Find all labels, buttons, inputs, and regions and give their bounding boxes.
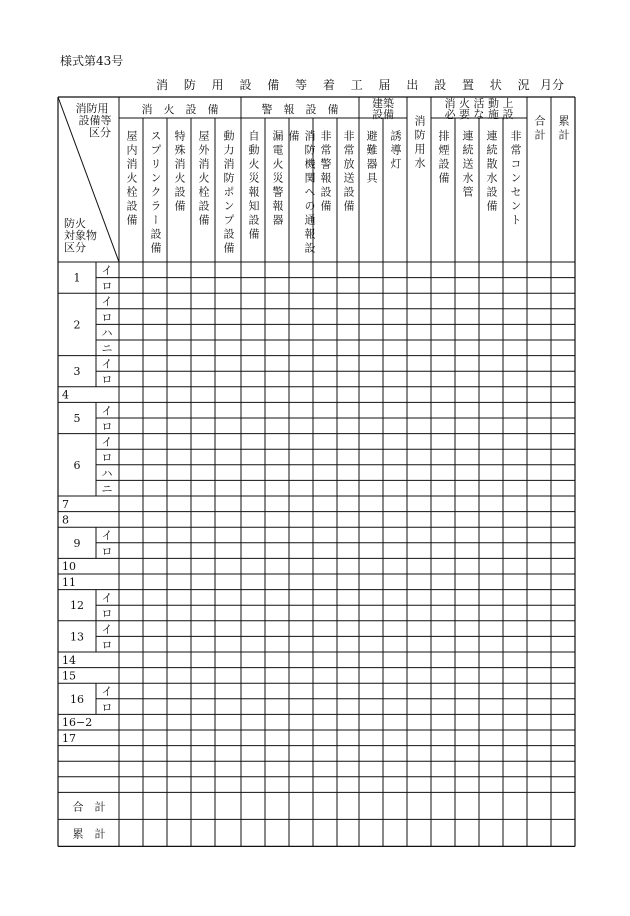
- group-label-building-1: 建築: [372, 97, 394, 110]
- column-header-14: 排煙設備: [437, 130, 450, 186]
- column-header-11: 避難器具: [365, 130, 378, 186]
- column-header-6: 自動火災報知設備: [247, 130, 260, 242]
- column-header-8: 消防機関への通報設備: [287, 130, 316, 256]
- sub-category-label: イ: [101, 404, 113, 418]
- form-number: 様式第43号: [60, 54, 124, 68]
- group-label-firefighting-1: 消 火 活 動 上: [444, 97, 514, 110]
- corner-top-label-1: 消防用: [75, 102, 109, 115]
- category-number: 16−2: [62, 716, 93, 730]
- column-header-5: 動力消防ポンプ設備: [222, 130, 235, 256]
- sub-category-label: イ: [101, 295, 113, 309]
- sub-category-label: ハ: [101, 466, 113, 480]
- category-number: 4: [62, 388, 69, 402]
- column-header-18: 合計: [533, 115, 546, 143]
- column-header-2: スプリンクラー設備: [149, 130, 162, 256]
- category-number: 8: [62, 513, 69, 527]
- sub-category-label: ロ: [101, 638, 113, 652]
- sub-category-label: ロ: [101, 451, 113, 465]
- sub-category-label: イ: [101, 591, 113, 605]
- column-header-16: 連続散水設備: [485, 130, 498, 214]
- sub-category-label: ロ: [101, 700, 113, 714]
- category-number: 15: [62, 669, 76, 683]
- category-number: 13: [70, 630, 84, 644]
- column-header-19: 累計: [557, 115, 570, 143]
- sub-category-label: イ: [101, 529, 113, 543]
- column-header-10: 非常放送設備: [342, 130, 355, 214]
- corner-bottom-label-3: 区分: [64, 241, 86, 254]
- column-header-13: 消防用水: [413, 115, 426, 171]
- column-header-1: 屋内消火栓設備: [125, 130, 138, 228]
- category-number: 16: [70, 692, 84, 706]
- column-header-3: 特殊消火設備: [173, 130, 186, 214]
- sub-category-label: ロ: [101, 607, 113, 621]
- group-label-alarm: 警 報 設 備: [261, 103, 339, 116]
- category-number: 11: [62, 575, 76, 589]
- sub-category-label: ロ: [101, 310, 113, 324]
- column-header-15: 連続送水管: [461, 130, 474, 200]
- group-label-building-2: 設備: [372, 108, 394, 121]
- category-number: 7: [62, 497, 69, 511]
- category-number: 5: [73, 412, 81, 425]
- column-header-17: 非常コンセント: [509, 130, 522, 228]
- sub-category-label: イ: [101, 622, 113, 636]
- corner-top-label-3: 区分: [89, 126, 111, 139]
- category-number: 14: [62, 653, 76, 667]
- sub-category-label: ニ: [101, 482, 113, 496]
- total-label: 合 計: [72, 800, 106, 814]
- category-number: 6: [73, 458, 81, 472]
- corner-bottom-label-2: 対象物: [64, 229, 97, 242]
- month-label: 月分: [540, 78, 565, 92]
- sub-category-label: イ: [101, 357, 113, 371]
- group-label-firefighting-2: 必 要 な 施 設: [444, 108, 514, 121]
- category-number: 2: [73, 318, 81, 332]
- column-header-7: 漏電火災警報器: [271, 130, 284, 228]
- sub-category-label: ロ: [101, 279, 113, 293]
- sub-category-label: ロ: [101, 373, 113, 387]
- cumulative-label: 累 計: [72, 827, 106, 841]
- sub-category-label: ロ: [101, 420, 113, 433]
- column-header-9: 非常警報設備: [319, 130, 332, 214]
- page-title: 消 防 用 設 備 等 着 工 届 出 設 置 状 況: [156, 78, 536, 92]
- column-header-4: 屋外消火栓設備: [197, 130, 210, 228]
- category-number: 1: [73, 271, 81, 285]
- group-label-extinguishing: 消 火 設 備: [141, 103, 219, 116]
- corner-bottom-label-1: 防火: [64, 217, 86, 230]
- sub-category-label: ハ: [101, 326, 113, 340]
- category-number: 10: [62, 560, 76, 574]
- column-header-12: 誘導灯: [389, 130, 402, 172]
- category-number: 3: [73, 365, 81, 379]
- category-number: 12: [70, 599, 84, 613]
- sub-category-label: イ: [101, 435, 113, 449]
- category-number: 17: [62, 731, 76, 745]
- sub-category-label: ロ: [101, 544, 113, 558]
- category-number: 9: [73, 536, 81, 550]
- sub-category-label: イ: [101, 264, 113, 277]
- corner-top-label-2: 設備等: [78, 114, 112, 127]
- sub-category-label: ニ: [101, 342, 113, 355]
- sub-category-label: イ: [101, 685, 113, 699]
